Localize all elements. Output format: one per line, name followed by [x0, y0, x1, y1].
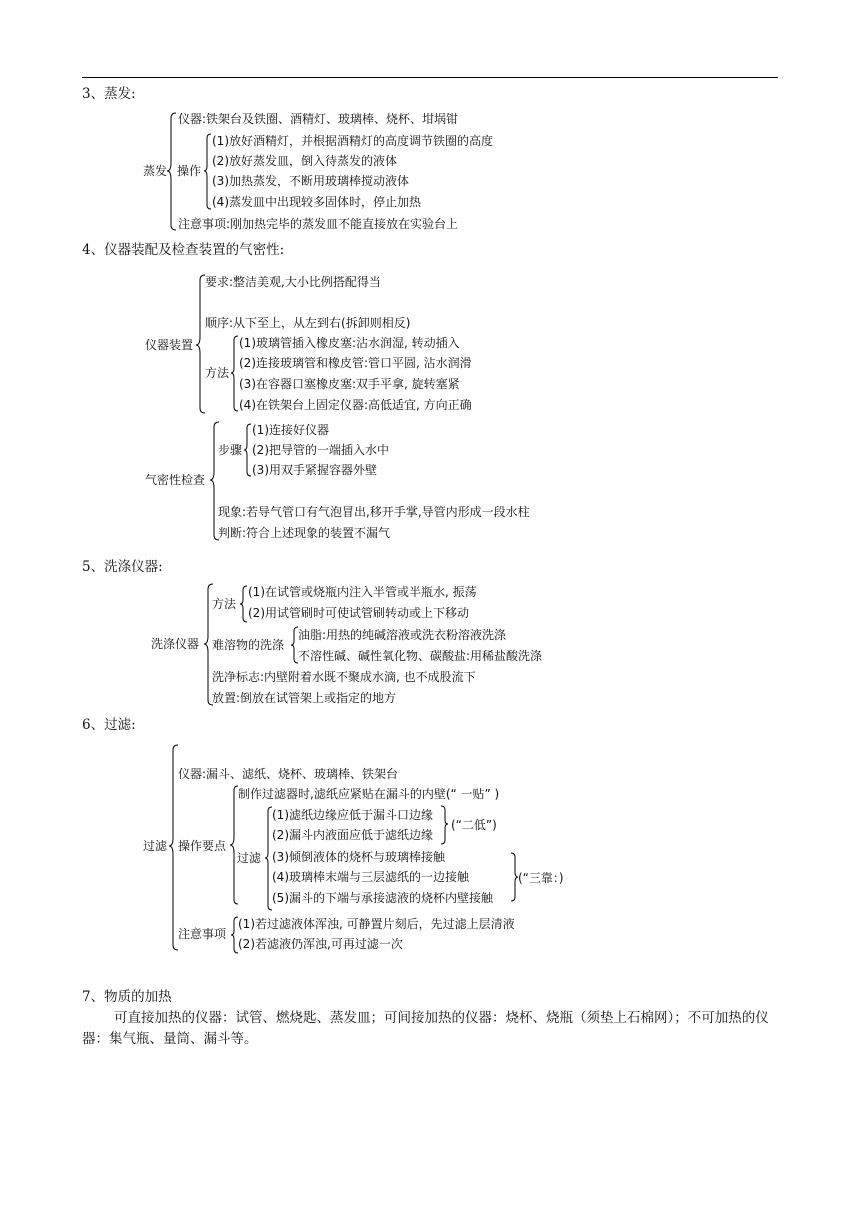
s4-method-label: 方法 — [205, 366, 230, 380]
s6-filter-brace — [265, 807, 272, 910]
s4-steps-brace — [244, 424, 251, 476]
s5-method-brace — [240, 586, 247, 622]
s5-method-item: (1)在试管或烧瓶内注入半管或半瓶水, 振荡 — [248, 585, 477, 599]
s5-method-label: 方法 — [212, 597, 237, 611]
s6-filter-label: 过滤 — [237, 851, 262, 865]
s5-method-item: (2)用试管刷时可使试管刷转动或上下移动 — [248, 606, 469, 620]
s5-insol-label: 难溶物的洗涤 — [212, 638, 285, 652]
s6-three-close-brace — [511, 853, 518, 901]
s6-root-label: 过滤 — [143, 839, 168, 853]
s6-three-item: (4)玻璃棒末端与三层滤纸的一边接触 — [272, 870, 469, 884]
s4-phen-label: 现象 — [218, 505, 243, 519]
s3-op-item: (2)放好蒸发皿，倒入待蒸发的液体 — [212, 154, 397, 168]
s4-req-text: :整洁美观,大小比例搭配得当 — [229, 275, 381, 289]
s3-root-label: 蒸发 — [143, 164, 168, 178]
s6-three-item: (5)漏斗的下端与承接滤液的烧杯内壁接触 — [272, 891, 493, 905]
s4-root1-label: 仪器装置 — [145, 338, 194, 352]
s6-instr-text: :漏斗、滤纸、烧杯、玻璃棒、铁架台 — [202, 767, 399, 781]
s7-heading: 7、物质的加热 — [82, 989, 172, 1005]
s3-op-label: 操作 — [177, 164, 202, 178]
s4-method-item: (1)玻璃管插入橡皮塞:沾水润湿, 转动插入 — [239, 336, 460, 350]
s6-instr-label: 仪器 — [178, 767, 203, 781]
s6-two-tag: (“二低”) — [451, 818, 497, 832]
s7-paragraph: 可直接加热的仪器：试管、燃烧匙、蒸发皿；可间接加热的仪器：烧杯、烧瓶（须垫上石棉网）；不可加热的仪器：集气瓶、量筒、漏斗等。 — [82, 1010, 769, 1047]
s3-op-item: (1)放好酒精灯，并根据酒精灯的高度调节铁圈的高度 — [212, 134, 494, 148]
s4-phen-text: :若导气管口有气泡冒出,移开手掌,导管内形成一段水柱 — [242, 505, 530, 519]
s3-op-item: (4)蒸发皿中出现较多固体时，停止加热 — [212, 195, 421, 209]
s4-steps-label: 步骤 — [218, 443, 243, 457]
s6-two-close-brace — [441, 806, 448, 844]
s5-place-label: 放置 — [212, 691, 237, 705]
s6-three-item: (3)倾倒液体的烧杯与玻璃棒接触 — [272, 850, 445, 864]
s5-place-text: :倒放在试管架上或指定的地方 — [236, 691, 397, 705]
s6-note-label: 注意事项 — [178, 927, 227, 941]
s5-clean-text: :内壁附着水既不聚成水滴, 也不成股流下 — [260, 670, 476, 684]
s5-insol-item: 油脂:用热的纯碱溶液或洗衣粉溶液洗涤 — [298, 628, 507, 642]
s6-three-tag: (“三靠：) — [518, 871, 564, 885]
s3-note-text: :刚加热完毕的蒸发皿不能直接放在实验台上 — [226, 217, 459, 231]
s4-steps-item: (1)连接好仪器 — [252, 423, 329, 437]
header-rule — [82, 77, 778, 78]
s5-clean-label: 洗净标志 — [212, 670, 261, 684]
s4-order-label: 顺序 — [205, 316, 230, 330]
s6-note-item: (2)若滤液仍浑浊,可再过滤一次 — [238, 937, 403, 951]
s3-note-label: 注意事项 — [178, 217, 227, 231]
s3-instr-text: :铁架台及铁圈、酒精灯、玻璃棒、烧杯、坩埚钳 — [202, 112, 459, 126]
s4-heading: 4、仪器装配及检查装置的气密性: — [82, 242, 285, 258]
s4-root2-brace — [210, 422, 219, 540]
s4-order-text: :从下至上，从左到右(拆卸则相反) — [229, 316, 411, 330]
s4-judge-text: :符合上述现象的装置不漏气 — [242, 526, 391, 540]
s4-method-brace — [231, 336, 238, 411]
s4-steps-item: (2)把导管的一端插入水中 — [252, 443, 389, 457]
s6-note-brace — [231, 917, 238, 953]
s4-root2-label: 气密性检查 — [145, 473, 206, 487]
s4-judge-label: 判断 — [218, 526, 243, 540]
s4-req-label: 要求 — [205, 275, 230, 289]
s6-note-item: (1)若过滤液体浑浊, 可静置片刻后，先过滤上层清液 — [238, 917, 515, 931]
s5-insol-brace — [291, 627, 298, 663]
s6-two-item: (2)漏斗内液面应低于滤纸边缘 — [272, 828, 433, 842]
s5-heading: 5、洗涤仪器: — [82, 559, 163, 575]
s5-root-label: 洗涤仪器 — [151, 637, 200, 651]
s6-key-first: 制作过滤器时,滤纸应紧贴在漏斗的内壁(“ 一贴” ) — [238, 787, 500, 801]
s4-root1-brace — [196, 275, 205, 413]
s6-key-brace — [230, 786, 238, 904]
s6-key-label: 操作要点 — [178, 839, 227, 853]
s3-op-brace — [204, 134, 211, 209]
s4-steps-item: (3)用双手紧握容器外壁 — [252, 463, 377, 477]
s3-instr-label: 仪器 — [178, 112, 203, 126]
s3-root-brace — [167, 113, 176, 230]
s6-two-item: (1)滤纸边缘应低于漏斗口边缘 — [272, 808, 433, 822]
s3-heading: 3、蒸发: — [82, 86, 136, 102]
s4-method-item: (4)在铁架台上固定仪器:高低适宜, 方向正确 — [239, 398, 472, 412]
s3-op-item: (3)加热蒸发，不断用玻璃棒搅动液体 — [212, 174, 409, 188]
s6-heading: 6、过滤: — [82, 717, 136, 733]
s4-method-item: (3)在容器口塞橡皮塞:双手平拿, 旋转塞紧 — [239, 377, 460, 391]
s6-root-brace — [169, 745, 178, 950]
s5-insol-item: 不溶性碱、碱性氧化物、碳酸盐:用稀盐酸洗涤 — [298, 649, 543, 663]
s4-method-item: (2)连接玻璃管和橡皮管:管口平圆, 沾水润滑 — [239, 356, 472, 370]
